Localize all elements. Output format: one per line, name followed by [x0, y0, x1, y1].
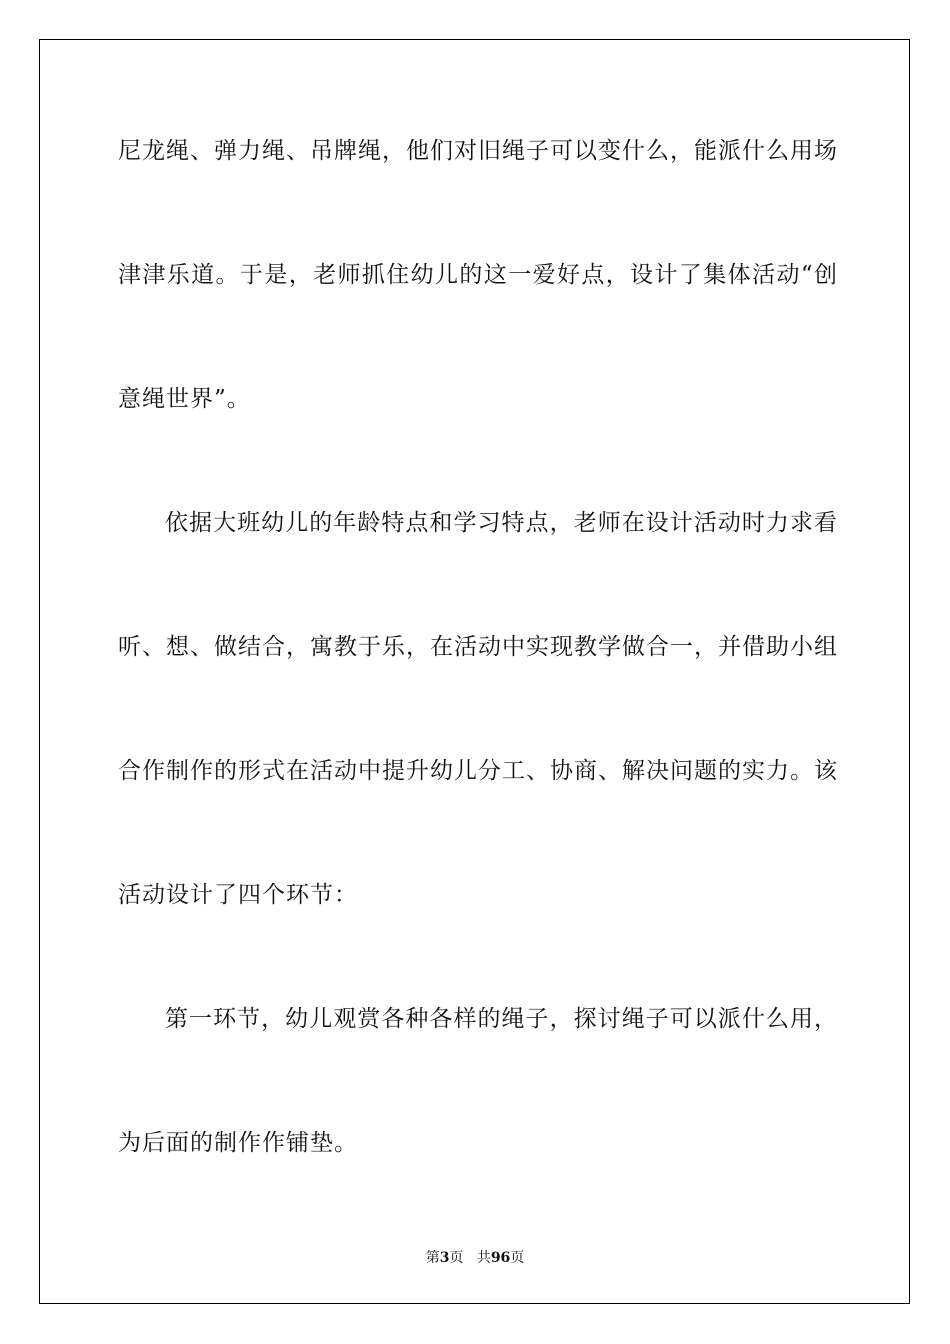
text-line-4: 依据大班幼儿的年龄特点和学习特点，老师在设计活动时力求看: [165, 510, 838, 536]
text-line-2: 津津乐道。于是，老师抓住幼儿的这一爱好点，设计了集体活动“创: [118, 262, 838, 288]
text-line-1: 尼龙绳、弹力绳、吊牌绳，他们对旧绳子可以变什么，能派什么用场: [118, 138, 838, 164]
text-line-8: 第一环节，幼儿观赏各种各样的绳子，探讨绳子可以派什么用，: [165, 1006, 838, 1032]
text-line-6: 合作制作的形式在活动中提升幼儿分工、协商、解决问题的实力。该: [118, 758, 838, 784]
page-border: [39, 39, 910, 1304]
footer-prefix: 第: [425, 1250, 440, 1266]
text-line-7: 活动设计了四个环节：: [118, 882, 358, 908]
footer-total-pages: 96: [490, 1250, 511, 1266]
text-line-3: 意绳世界”。: [118, 386, 251, 412]
text-line-5: 听、想、做结合，寓教于乐，在活动中实现教学做合一，并借助小组: [118, 634, 838, 660]
footer-total-suffix: 页: [510, 1250, 525, 1266]
footer-page-number: 3: [439, 1250, 450, 1266]
text-line-9: 为后面的制作作铺垫。: [118, 1130, 358, 1156]
page-footer: [0, 1247, 950, 1267]
footer-total-prefix: 共: [476, 1250, 491, 1266]
footer-page-suffix: 页: [449, 1250, 464, 1266]
